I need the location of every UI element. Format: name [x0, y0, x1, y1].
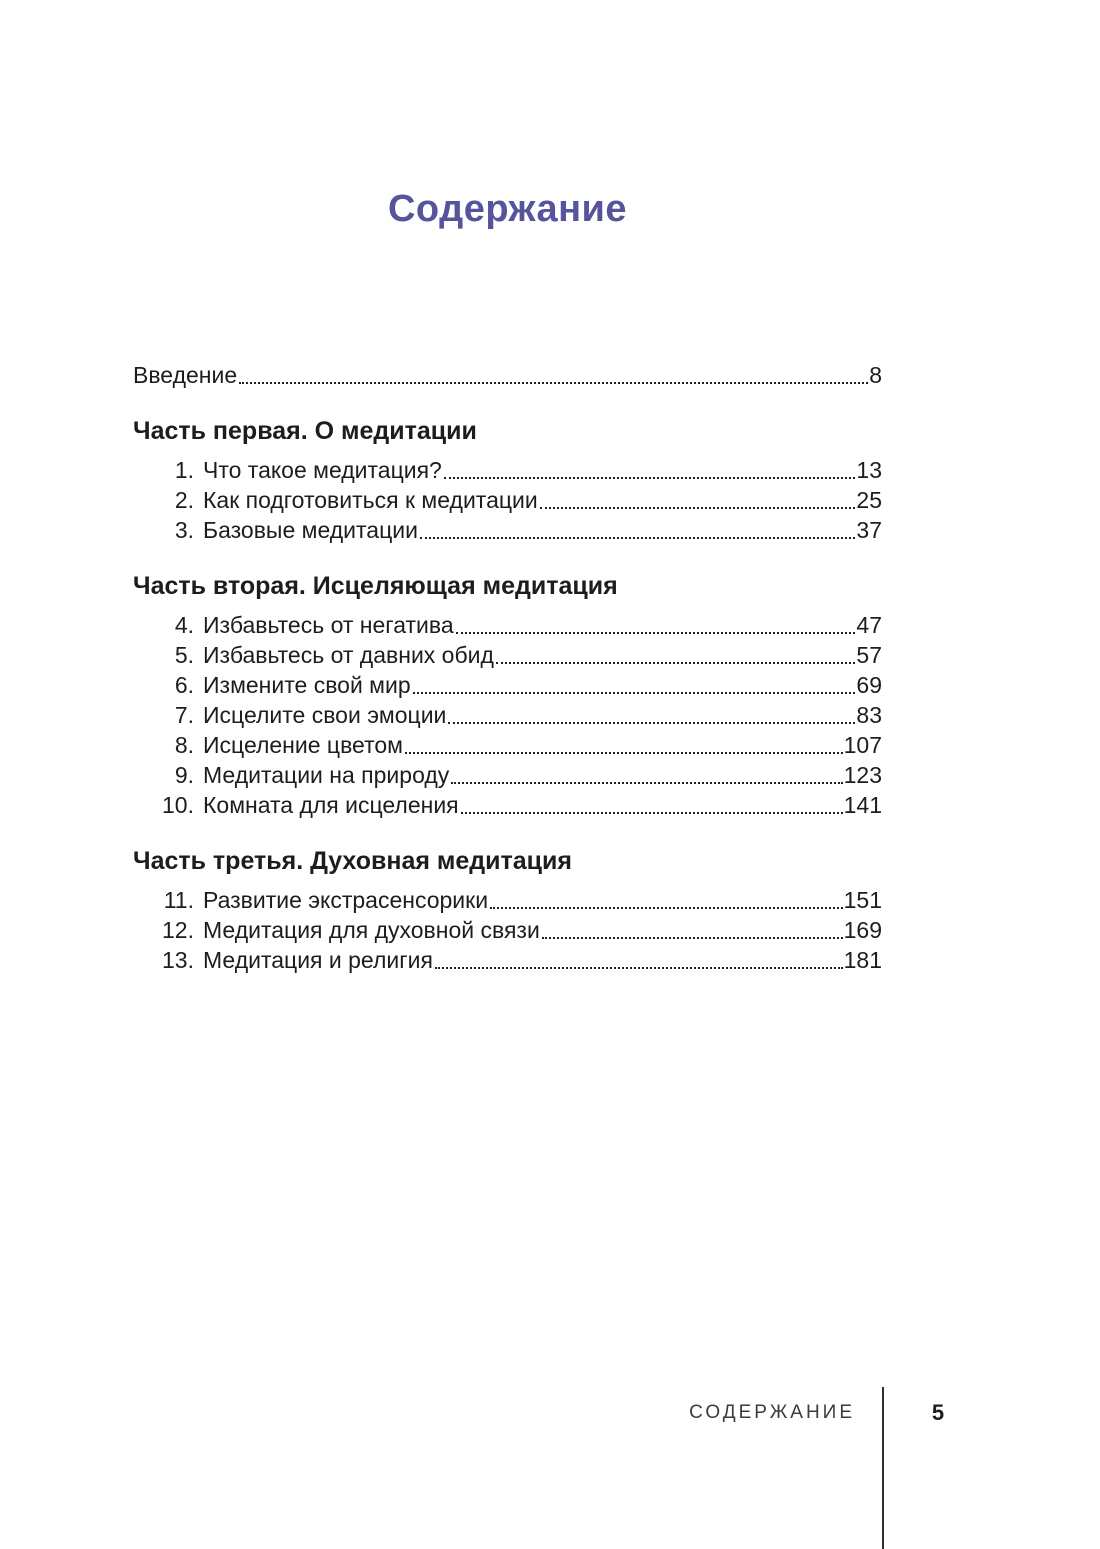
toc-entry: [133, 700, 882, 730]
entry-number: 13.: [162, 947, 194, 973]
section-heading-part-three: Часть третья. Духовная медитация: [133, 847, 573, 875]
dot-leader: [413, 692, 856, 694]
dot-leader: [435, 967, 843, 969]
entry-page-number: 151: [843, 887, 882, 913]
toc-entry: [133, 640, 882, 670]
toc-entry: [133, 790, 882, 820]
entry-title: Медитация и религия: [203, 947, 433, 973]
dot-leader: [496, 662, 855, 664]
entry-number: 12.: [162, 917, 194, 943]
section-heading-part-one: Часть первая. О медитации: [133, 417, 477, 445]
toc-entry: [133, 455, 882, 485]
dot-leader: [405, 752, 843, 754]
page-number: 5: [931, 1400, 945, 1425]
toc-entry: [133, 730, 882, 760]
toc-entry: [133, 670, 882, 700]
dot-leader: [239, 382, 868, 384]
entry-title: Избавьтесь от негатива: [203, 612, 454, 638]
entry-number: 3.: [174, 517, 194, 543]
section-heading-part-two: Часть вторая. Исцеляющая медитация: [133, 572, 618, 600]
entry-page-number: 181: [843, 947, 882, 973]
entry-page-number: 123: [843, 762, 882, 788]
entry-number: 2.: [174, 487, 194, 513]
entry-page-number: 47: [856, 612, 882, 638]
entry-number: 1.: [174, 457, 194, 483]
entry-number: 4.: [174, 612, 194, 638]
entry-number: 5.: [174, 642, 194, 668]
entry-page-number: 37: [856, 517, 882, 543]
toc-entry: [133, 610, 882, 640]
dot-leader: [420, 537, 855, 539]
entry-number: 6.: [174, 672, 194, 698]
entry-number: 11.: [163, 887, 194, 913]
entry-title: Развитие экстрасенсорики: [203, 887, 489, 913]
dot-leader: [540, 507, 856, 509]
running-footer-label: СОДЕРЖАНИЕ: [689, 1402, 855, 1423]
toc-entry: [133, 945, 882, 975]
entry-page-number: 57: [856, 642, 882, 668]
entry-title: Базовые медитации: [203, 517, 418, 543]
toc-entry: [133, 885, 882, 915]
footer-divider-line: [882, 1387, 884, 1549]
entry-page-number: 25: [856, 487, 882, 513]
dot-leader: [490, 907, 843, 909]
entry-title: Медитации на природу: [203, 762, 450, 788]
entry-number: 10.: [162, 792, 194, 818]
toc-entry-intro: [133, 360, 882, 390]
entry-title: Исцеление цветом: [203, 732, 403, 758]
entry-title: Что такое медитация?: [203, 457, 442, 483]
entry-title: Введение: [133, 362, 238, 388]
entry-page-number: 69: [856, 672, 882, 698]
dot-leader: [542, 937, 843, 939]
page-title: Содержание: [387, 188, 628, 230]
toc-entry: [133, 485, 882, 515]
entry-number: 9.: [174, 762, 194, 788]
dot-leader: [461, 812, 843, 814]
dot-leader: [456, 632, 856, 634]
entry-title: Медитация для духовной связи: [203, 917, 540, 943]
dot-leader: [444, 477, 856, 479]
entry-title: Измените свой мир: [203, 672, 411, 698]
dot-leader: [451, 782, 842, 784]
entry-number: 8.: [174, 732, 194, 758]
entry-number: 7.: [174, 702, 194, 728]
table-of-contents: [133, 360, 882, 975]
entry-page-number: 107: [843, 732, 882, 758]
entry-page-number: 8: [869, 362, 882, 388]
toc-entry: [133, 515, 882, 545]
entry-page-number: 83: [856, 702, 882, 728]
entry-page-number: 141: [843, 792, 882, 818]
entry-page-number: 13: [856, 457, 882, 483]
entry-title: Комната для исцеления: [203, 792, 459, 818]
toc-entry: [133, 760, 882, 790]
entry-page-number: 169: [843, 917, 882, 943]
toc-entry: [133, 915, 882, 945]
dot-leader: [448, 722, 855, 724]
entry-title: Исцелите свои эмоции: [203, 702, 447, 728]
entry-title: Избавьтесь от давних обид: [203, 642, 494, 668]
entry-title: Как подготовиться к медитации: [203, 487, 538, 513]
